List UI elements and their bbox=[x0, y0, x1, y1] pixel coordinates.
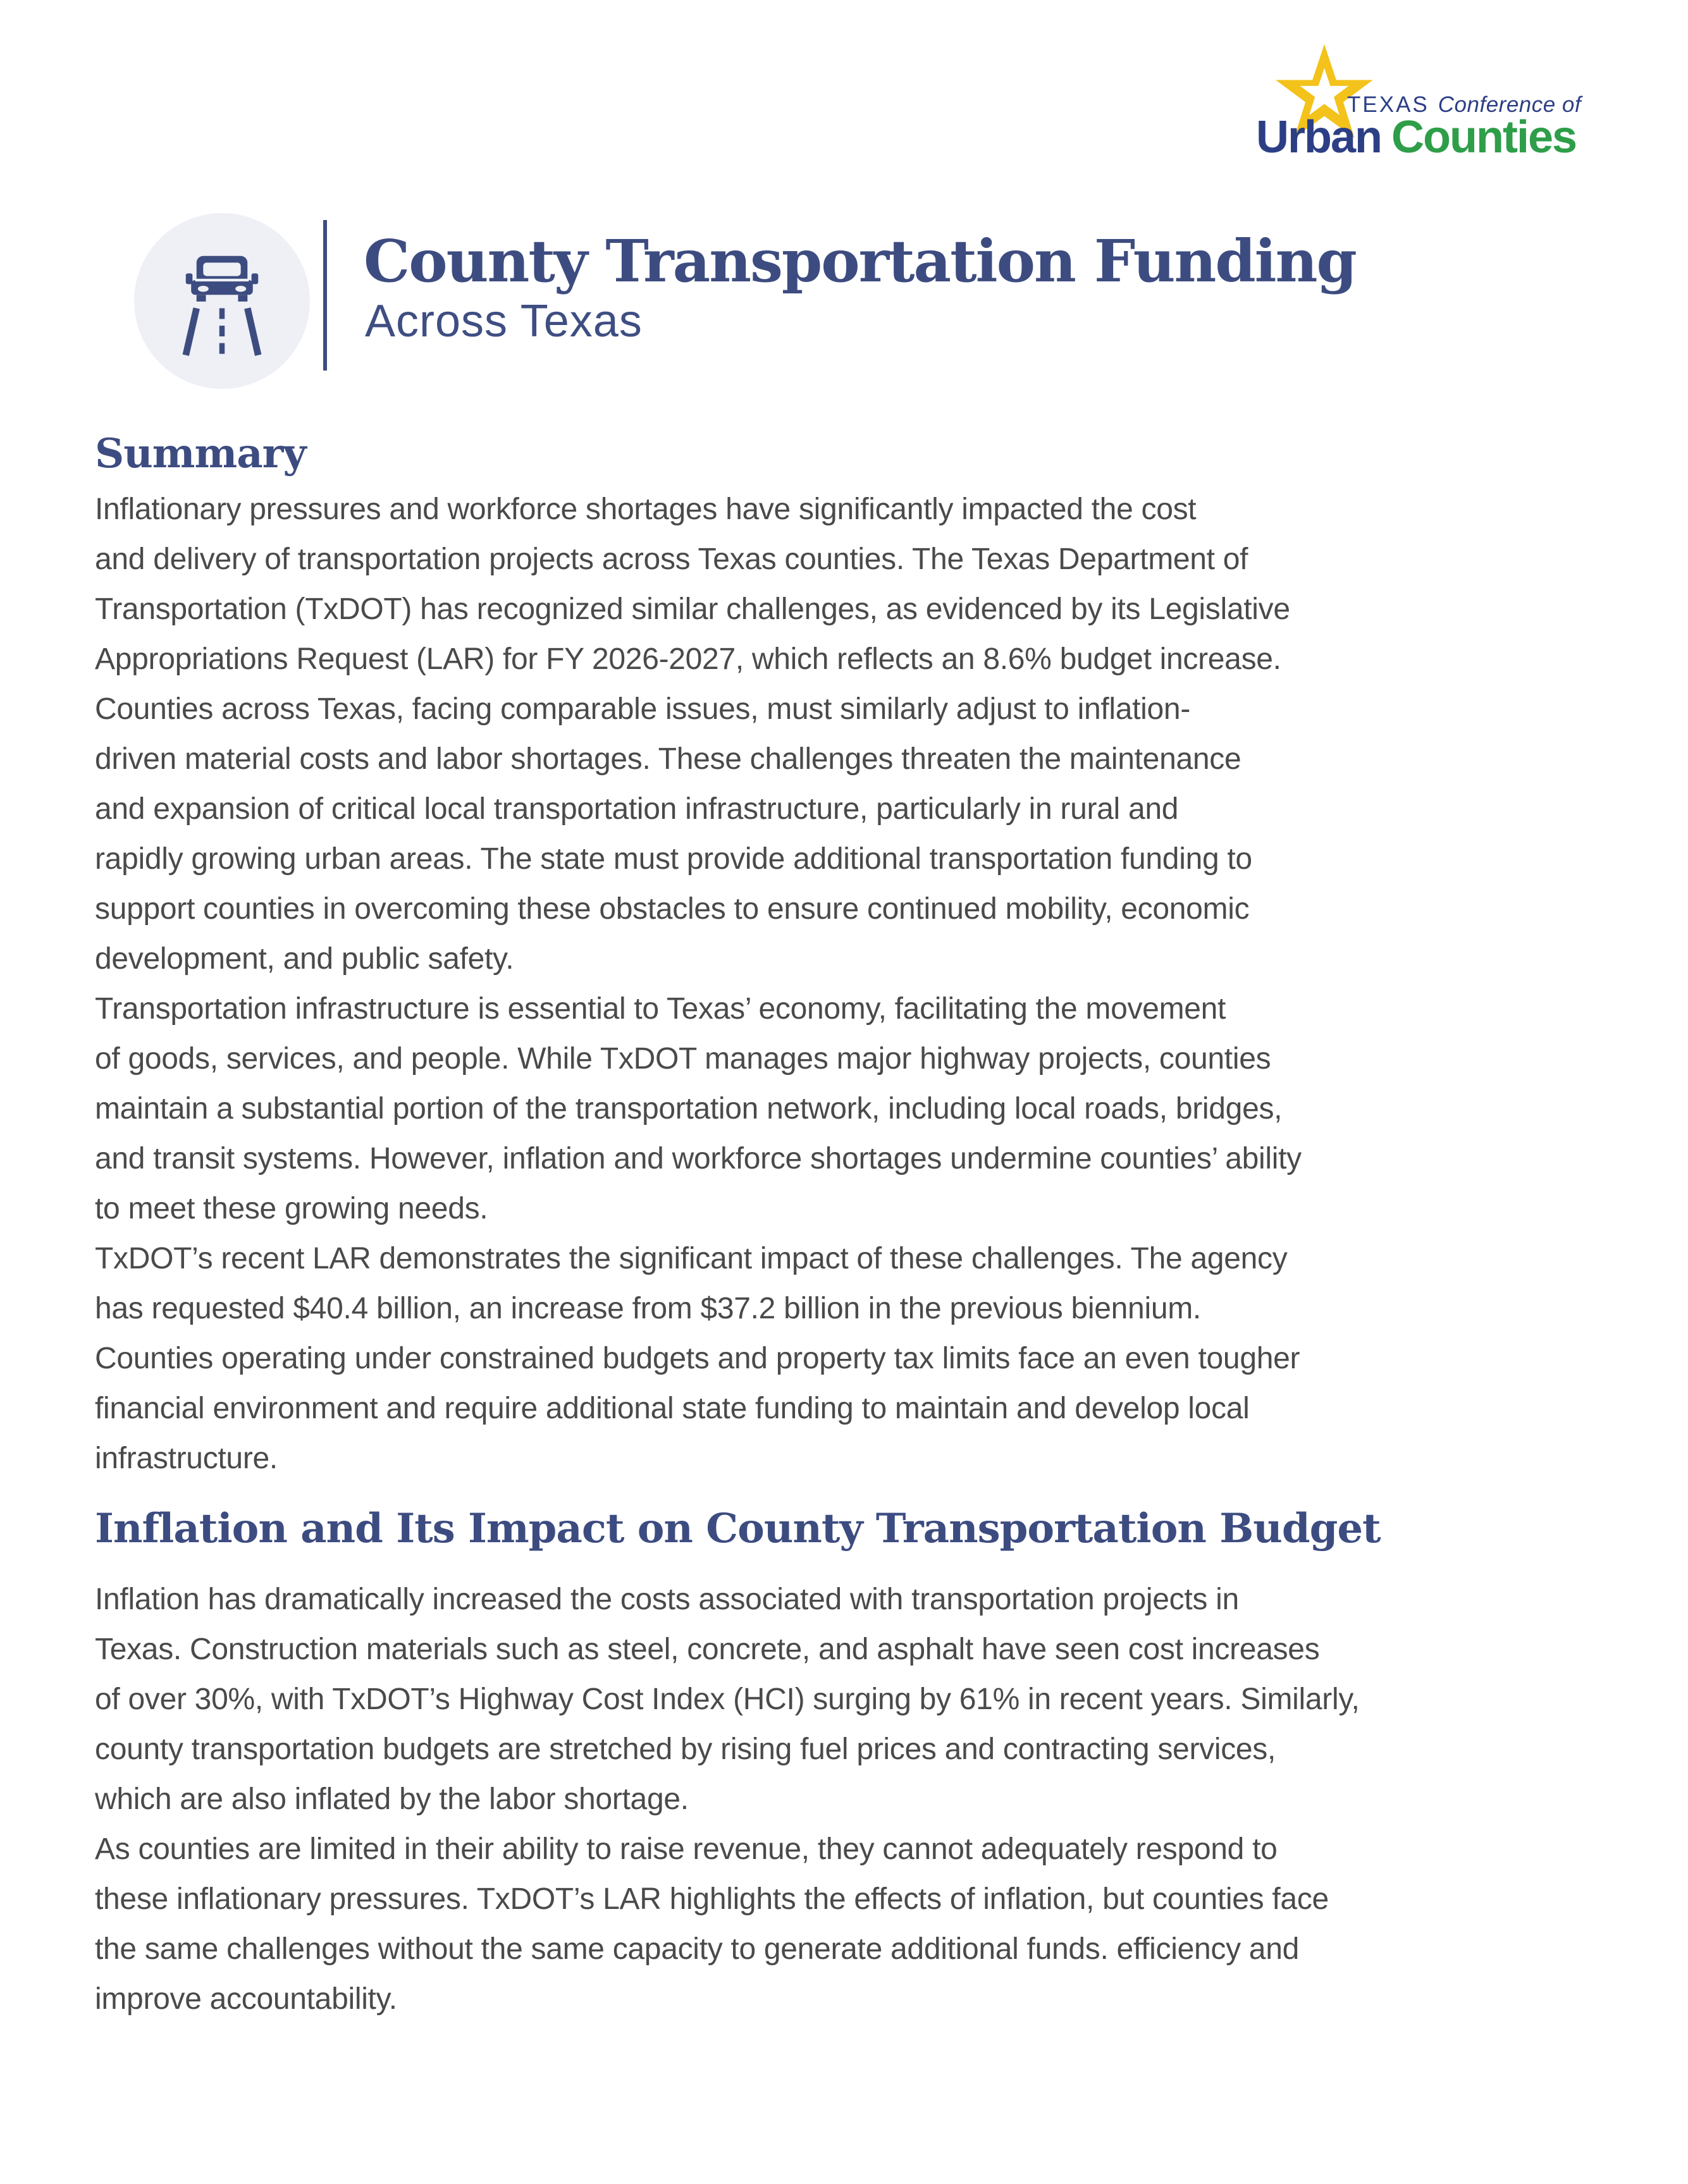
logo-wordmark bbox=[1256, 111, 1576, 163]
text-line: and expansion of critical local transportation infrastructure, particularly in rural and bbox=[95, 792, 1179, 826]
text-line: rapidly growing urban areas. The state must provide additional transportation funding to bbox=[95, 842, 1252, 876]
text-line: support counties in overcoming these obstacles to ensure continued mobility, economic bbox=[95, 892, 1250, 926]
summary-heading: Summary bbox=[95, 430, 306, 477]
text-line: which are also inflated by the labor shortage. bbox=[95, 1782, 689, 1816]
text-line: of goods, services, and people. While TxDOT manages major highway projects, counties bbox=[95, 1042, 1271, 1076]
text-line: financial environment and require additional state funding to maintain and develop local bbox=[95, 1392, 1250, 1425]
text-line: driven material costs and labor shortages. These challenges threaten the maintenance bbox=[95, 742, 1241, 776]
logo-counties-text: Counties bbox=[1391, 112, 1577, 163]
document-body bbox=[95, 427, 1625, 2024]
text-line: Counties operating under constrained budgets and property tax limits face an even tougher bbox=[95, 1342, 1300, 1375]
page-title: County Transportation Funding bbox=[364, 227, 1356, 295]
text-line: county transportation budgets are stretched by rising fuel prices and contracting services, bbox=[95, 1733, 1276, 1766]
text-line: development, and public safety. bbox=[95, 942, 514, 976]
logo-texas-text: TEXAS bbox=[1347, 92, 1429, 117]
text-line: and transit systems. However, inflation and workforce shortages undermine counties’ ability bbox=[95, 1142, 1302, 1175]
header-divider bbox=[323, 220, 327, 371]
transportation-icon-badge bbox=[134, 213, 310, 389]
text-line: As counties are limited in their ability to raise revenue, they cannot adequately respond to bbox=[95, 1832, 1278, 1866]
text-line: Appropriations Request (LAR) for FY 2026-2027, which reflects an 8.6% budget increase. bbox=[95, 642, 1281, 676]
text-line: improve accountability. bbox=[95, 1982, 397, 2016]
logo-conference-text: Conference of bbox=[1438, 92, 1582, 117]
text-line: of over 30%, with TxDOT’s Highway Cost Index (HCI) surging by 61% in recent years. Similarly, bbox=[95, 1683, 1360, 1716]
text-line: Transportation (TxDOT) has recognized similar challenges, as evidenced by its Legislative bbox=[95, 592, 1290, 626]
inflation-heading: Inflation and Its Impact on County Transportation Budget bbox=[95, 1505, 1381, 1552]
text-line: Inflationary pressures and workforce shortages have significantly impacted the cost bbox=[95, 493, 1197, 526]
text-line: Transportation infrastructure is essential to Texas’ economy, facilitating the movement bbox=[95, 992, 1226, 1026]
text-line: TxDOT’s recent LAR demonstrates the significant impact of these challenges. The agency bbox=[95, 1242, 1288, 1275]
logo-urban-text: Urban bbox=[1256, 112, 1382, 163]
text-line: Texas. Construction materials such as steel, concrete, and asphalt have seen cost increases bbox=[95, 1633, 1320, 1666]
car-on-road-icon bbox=[155, 236, 289, 370]
inflation-section-text bbox=[95, 1574, 1625, 2024]
text-line: Counties across Texas, facing comparable issues, must similarly adjust to inflation- bbox=[95, 692, 1191, 726]
text-line: maintain a substantial portion of the transportation network, including local roads, bridges, bbox=[95, 1092, 1283, 1126]
text-line: has requested $40.4 billion, an increase from $37.2 billion in the previous biennium. bbox=[95, 1292, 1201, 1325]
text-line: Inflation has dramatically increased the costs associated with transportation projects in bbox=[95, 1583, 1239, 1616]
org-logo bbox=[1252, 46, 1619, 163]
text-line: the same challenges without the same capacity to generate additional funds. efficiency and bbox=[95, 1932, 1299, 1966]
text-line: and delivery of transportation projects across Texas counties. The Texas Department of bbox=[95, 543, 1248, 576]
page-subtitle: Across Texas bbox=[365, 296, 643, 347]
summary-section-text bbox=[95, 484, 1625, 1483]
text-line: these inflationary pressures. TxDOT’s LAR highlights the effects of inflation, but counties face bbox=[95, 1882, 1329, 1916]
text-line: to meet these growing needs. bbox=[95, 1192, 488, 1225]
text-line: infrastructure. bbox=[95, 1442, 278, 1475]
